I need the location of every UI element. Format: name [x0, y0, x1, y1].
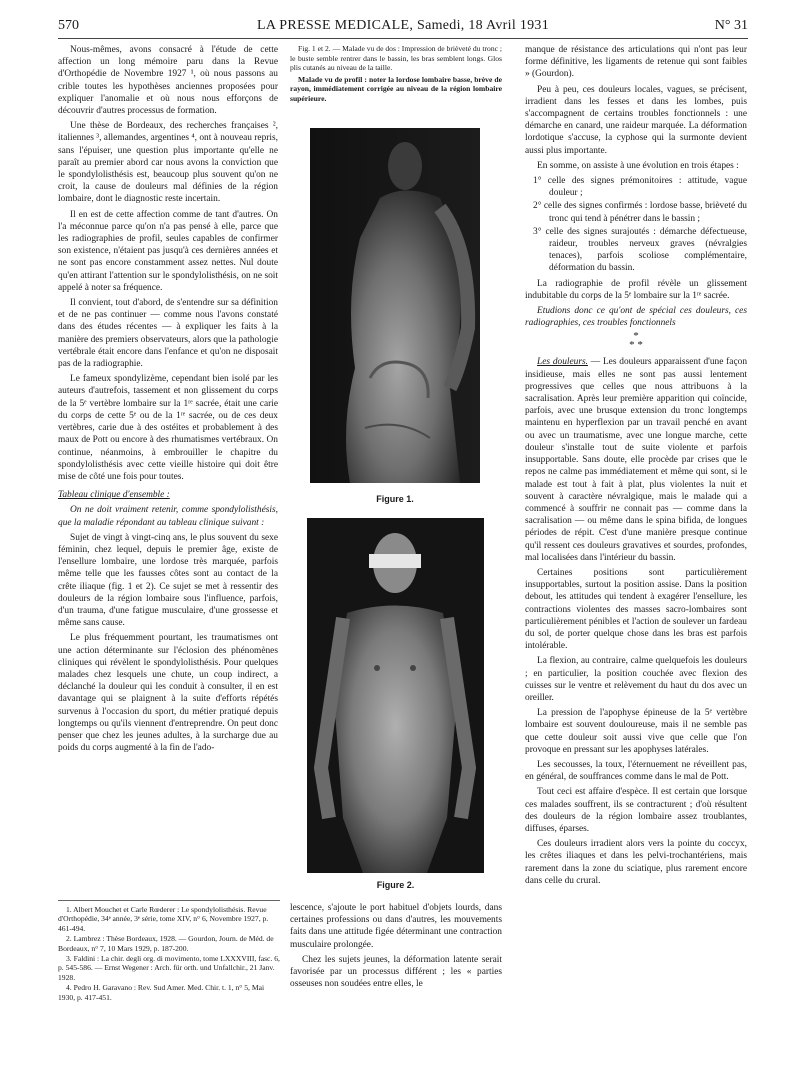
paragraph: manque de résistance des articulations qui n'ont pas leur forme définitive, les ligaments de retenue qui sont faibles » (Gourdon). [525, 45, 747, 80]
back-view-figure-image [310, 128, 480, 483]
column-center-continuation [290, 902, 502, 993]
figure-2-label: Figure 2. [376, 880, 415, 890]
column-right [525, 44, 747, 890]
footnote: 3. Faldini : La chir. degli org. di movimento, tome LXXXVIII, fasc. 6, p. 545-586. — Ernst Wegener : Arch. für orth. und Unfallchir., 21 Janv. 1928. [58, 954, 280, 982]
page-header [58, 18, 748, 40]
paragraph: Une thèse de Bordeaux, des recherches françaises ², italiennes ³, allemandes, argentines ⁴, ont à nouveau repris, sans l'épuiser, une question plus importante qu'elle ne paraît au premier abord car nous avons la conviction que le spondylolisthésis est, beaucoup plus souvent qu'on ne croit, la cause de douleurs mal définies de la région lombaire, dont le diagnostic reste incertain. [58, 121, 278, 205]
paragraph: Sujet de vingt à vingt-cinq ans, le plus souvent du sexe féminin, chez lequel, depuis le premier âge, existe de l'ensellure lombaire, une lordose très marquée, parfois même telle que les fausses côtes sont au contact de la crête iliaque (fig. 1 et 2). Ce sujet se met à ressentir des douleurs de la région lombaire sous l'influence, parfois, d'un trauma, d'une fatigue musculaire, d'une grossesse et même sans cause. [58, 532, 278, 629]
footnote: 2. Lambrez : Thèse Bordeaux, 1928. — Gourdon, Journ. de Méd. de Bordeaux, n° 7, 10 Mars 1929, p. 187-200. [58, 934, 274, 953]
paragraph: Le plus fréquemment pourtant, les traumatismes ont une action déterminante sur l'éclosion des phénomènes cliniques qui révèlent le spondylolisthésis. Pour quelques malades chez lesquels une chute, un coup indirect, a déclanché la douleur qui les conduit à consulter, il en est davantage qui se plaignent à la suite d'efforts répétés survenus à l'occasion du sport, du métier pratiqué depuis longtemps ou qu'ils viennent d'entreprendre. On peut donc penser que chez les jeunes adultes, à la surcharge due au poids du corps augmenté à la fin de l'ado- [58, 633, 278, 754]
page-number: 570 [58, 18, 79, 33]
column-left [58, 44, 278, 757]
figure-caption: Fig. 1 et 2. — Malade vu de dos : Impression de brièveté du tronc ; le buste semble rentrer dans le bassin, les bras semblent longs. Glos plis cutanés au niveau de la taille. [290, 44, 502, 73]
figure-2-photograph [307, 518, 484, 873]
section-label: Les douleurs. [537, 357, 588, 368]
paragraph: Etudions donc ce qu'ont de spécial ces douleurs, ces radiographies, ces troubles fonctionnels [525, 306, 747, 329]
paragraph: Ces douleurs irradient alors vers la pointe du coccyx, les crêtes iliaques et dans les pelvi-trochantériens, mais rarement dans la zone du sciatique, plus rarement encore dans celle du crural. [525, 839, 747, 886]
header-rule [58, 38, 748, 39]
stages-list [533, 175, 747, 275]
footnote: 1. Albert Mouchet et Carle Rœderer : Le spondylolisthésis. Revue d'Orthopédie, 34ᵉ année, 3ᵉ série, tome XIV, n° 6, Novembre 1927, p. 461-494. [58, 905, 269, 933]
paragraph: Tout ceci est affaire d'espèce. Il est certain que lorsque ces malades souffrent, ils se contracturent ; d'où résultent des douleurs de la région lombaire assez troublantes, diffuses, éparses. [525, 787, 747, 834]
issue-number: N° 31 [714, 18, 748, 33]
paragraph: La pression de l'apophyse épineuse de la 5ᵉ vertèbre lombaire est souvent douloureuse, mais il ne semble pas que cette douleur soit aussi vive que celle que l'on provoque en pressant sur les apophyses latérales. [525, 708, 747, 755]
paragraph: Certaines positions sont particulièrement insupportables, surtout la position assise. Dans la position debout, les attitudes qui tendent à exagérer l'ensellure, les contractions violentes des masses sacro-lombaires sont particulièrement pénibles et l'action de soulever un fardeau du sol, de porter quelque chose dans les bras est parfois intolérable. [525, 567, 747, 652]
list-item: 3° celle des signes surajoutés : démarche défectueuse, raideur, troubles nerveux graves (névralgies tenaces), parfois scoliose complémentaire, déformation du bassin. [533, 226, 747, 274]
list-item: 1° celle des signes prémonitoires : attitude, vague douleur ; [533, 176, 747, 199]
section-divider-stars: * * * [629, 330, 643, 352]
figure-caption-bold: Malade vu de profil : noter la lordose lombaire basse, brève de rayon, immédiatement corrigée au niveau de la région lombaire supérieure. [290, 74, 502, 103]
paragraph: Le fameux spondylizème, cependant bien isolé par les auteurs d'autrefois, tassement et non glissement du corps de la 5ᵉ vertèbre lombaire sur la 1ʳᵉ sacrée, était une carie du corps de cette 5ᵉ ou de la 1ʳᵉ sacrée, ou de ces deux vertèbres, carie due à des ostéites et probablement à des maux de Pott ou encore à des rhumatismes vertébraux. On continue, néanmoins, à embrouiller le chapitre du spondylolisthésis avec cette vieille histoire qui doit être mise de côté une fois pour toutes. [58, 374, 278, 482]
journal-title: LA PRESSE MEDICALE, Samedi, 18 Avril 1931 [256, 18, 550, 33]
paragraph: Nous-mêmes, avons consacré à l'étude de cette affection un long mémoire paru dans la Revue d'Orthopédie de Novembre 1927 ¹, où nous passons au crible toutes les hypothèses anciennes proposées pour expliquer l'anomalie et où nous nous efforçons de découvrir d'autres processus de formation. [58, 45, 278, 117]
paragraph: La flexion, au contraire, calme quelquefois les douleurs ; en particulier, la position couchée avec flexion des cuisses sur le ventre et relèvement du haut du dos avec un oreiller. [525, 656, 747, 703]
paragraph: Les secousses, la toux, l'éternuement ne réveillent pas, en général, de souffrances comme dans le mal de Pott. [525, 759, 747, 783]
front-view-figure-image [307, 518, 484, 873]
figure-1-photograph [310, 128, 480, 483]
footnote: 4. Pedro H. Garavano : Rev. Sud Amer. Med. Chir. t. 1, n° 5, Mai 1930, p. 417-451. [58, 983, 265, 1002]
paragraph: lescence, s'ajoute le port habituel d'objets lourds, dans certaines professions ou dans d'autres, les mouvements faits dans une attitude figée déterminant une contraction musculaire prolongée. [290, 903, 502, 950]
paragraph: — Les douleurs apparaissent d'une façon insidieuse, mais elles ne sont pas aussi lentement progressives que celles que nous attribuons à la sacralisation. Après leur première apparition qui coïncide, parfois, avec une brusque extension du tronc longtemps maintenu en hyperflexion par un travail penché en avant ou avec un traumatisme, avec une longue marche, cette douleur s'installe tout de suite violente et parfois insupportable. Sans doute, elle procède par crises que le repos ne calme pas immédiatement et même qui sont, si le malade est tout à fait à plat, plus violentes la nuit et souvent à caractère névralgique, mais le malade qui a commencé à souffrir ne connait pas — comme dans la sacralisation — ou même dans le spina bifida, de longues périodes de répit. C'est d'une manière presque continue qu'il ressent ces douleurs gravatives et sourdes, profondes, mal localisées dans l'intérieur du bassin. [525, 357, 748, 563]
footnotes [58, 900, 280, 1003]
paragraph: On ne doit vraiment retenir, comme spondylolisthésis, que la maladie répondant au tableau clinique suivant : [58, 505, 278, 528]
paragraph: Chez les sujets jeunes, la déformation latente serait favorisée par un processus différent ; les « parties osseuses non soudées entre elles, le [290, 954, 502, 990]
blindfold-band [369, 554, 421, 568]
section-heading: Tableau clinique d'ensemble : [58, 490, 170, 501]
paragraph: La radiographie de profil révèle un glissement indubitable du corps de la 5ᵉ lombaire sur la 1ʳᵉ sacrée. [525, 278, 747, 301]
figure-1-label: Figure 1. [376, 494, 414, 504]
paragraph: Il en est de cette affection comme de tant d'autres. On l'a méconnue parce qu'on n'a pas pensé à elle, parce que les radiographies de profil, seules capables de confirmer son existence, n'étaient pas jusqu'à ces dernières années et ne sont pas encore constamment assez nettes. Nul doute qu'en attirant l'attention sur le spondylolisthésis, on ne soit appelé à noter sa fréquence. [58, 209, 278, 293]
paragraph: Il convient, tout d'abord, de s'entendre sur sa définition et de ne pas continuer — comme nous l'avons constaté dans des études récentes — à expliquer les faits à la manière des premiers observateurs, alors que la pathologie vertébrale était encore dans l'enfance et qu'on ne disposait pas de la radiographie. [58, 298, 278, 370]
paragraph: En somme, on assiste à une évolution en trois étapes : [537, 160, 739, 171]
list-item: 2° celle des signes confirmés : lordose basse, brièveté du tronc qui tend à pénétrer dans le bassin ; [533, 201, 747, 224]
figure-caption-block [290, 44, 502, 106]
paragraph: Peu à peu, ces douleurs locales, vagues, se précisent, irradient dans les fesses et dans les lombes, puis s'accompagnent de certains troubles fonctionnels : une démarche en canard, une raideur marquée. La déformation lordotique s'accuse, la cyphose qui la surmonte devient aussi plus importante. [525, 84, 747, 156]
